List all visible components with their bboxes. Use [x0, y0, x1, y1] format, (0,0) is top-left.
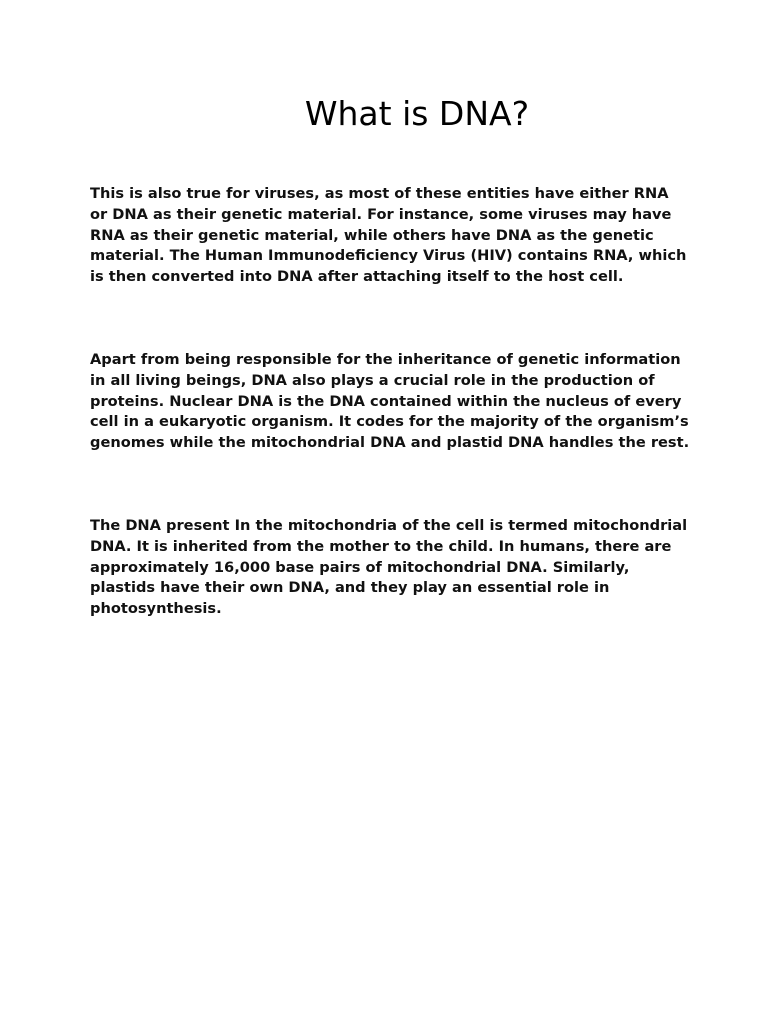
paragraph-proteins: Apart from being responsible for the inheritance of genetic information in all living beings, DNA also plays a crucial role in the production of proteins. Nuclear DNA is the DNA contained within the nucleus of every cell in a eukaryotic organism. It codes for the majority of the organism’s genomes while the mitochondrial DNA and plastid DNA handles the rest. — [90, 351, 690, 452]
page-title: What is DNA? — [304, 94, 530, 133]
paragraph-viruses: This is also true for viruses, as most of these entities have either RNA or DNA as their genetic material. For instance, some viruses may have RNA as their genetic material, while others have DNA as the genetic material. The Human Immunodeficiency Virus (HIV) contains RNA, which is then converted into DNA after attaching itself to the host cell. — [90, 185, 687, 286]
paragraph-mitochondria: The DNA present In the mitochondria of the cell is termed mitochondrial DNA. It is inherited from the mother to the child. In humans, there are approximately 16,000 base pairs of mitochondrial DNA. Similarly, plastids have their own DNA, and they play an essential role in photosynthesis. — [90, 517, 688, 618]
